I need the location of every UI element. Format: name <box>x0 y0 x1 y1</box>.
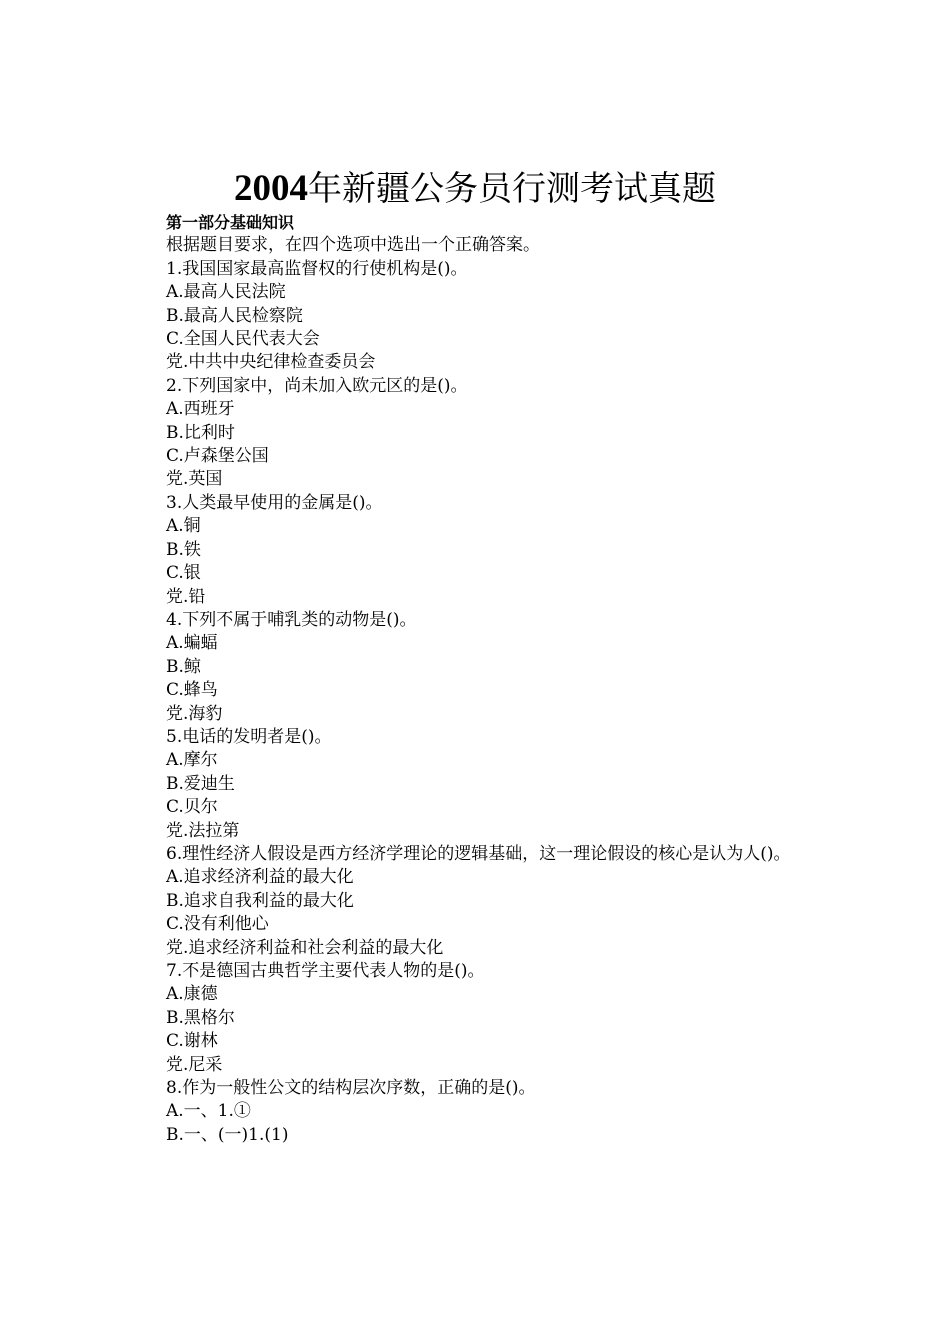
question-3-option-a: A.铜 <box>166 516 201 537</box>
question-1-option-b: B.最高人民检察院 <box>166 305 303 326</box>
question-4-stem: 4.下列不属于哺乳类的动物是()。 <box>166 609 417 630</box>
question-2-option-c: C.卢森堡公国 <box>166 446 269 467</box>
question-5-option-a: A.摩尔 <box>166 750 218 771</box>
question-5-option-c: C.贝尔 <box>166 797 218 818</box>
question-8-stem: 8.作为一般性公文的结构层次序数，正确的是()。 <box>166 1078 536 1099</box>
question-6-stem: 6.理性经济人假设是西方经济学理论的逻辑基础，这一理论假设的核心是认为人()。 <box>166 843 791 864</box>
question-7-option-c: C.谢林 <box>166 1031 218 1052</box>
document-title <box>0 166 950 212</box>
question-5-option-b: B.爱迪生 <box>166 773 235 794</box>
question-7-option-a: A.康德 <box>166 984 218 1005</box>
question-3-option-b: B.铁 <box>166 539 201 560</box>
question-3-stem: 3.人类最早使用的金属是()。 <box>166 492 383 513</box>
question-8-option-b: B.一、(一)1.(1) <box>166 1124 289 1145</box>
question-7-option-d: 党.尼采 <box>166 1054 223 1075</box>
question-2-option-d: 党.英国 <box>166 469 223 490</box>
title-text: 年新疆公务员行测考试真题 <box>308 169 716 209</box>
question-3-option-c: C.银 <box>166 563 201 584</box>
question-2-stem: 2.下列国家中，尚未加入欧元区的是()。 <box>166 375 468 396</box>
question-4-option-b: B.鲸 <box>166 656 201 677</box>
section-heading: 第一部分基础知识 <box>166 213 295 232</box>
question-1-option-d: 党.中共中央纪律检查委员会 <box>166 352 376 373</box>
title-year: 2004 <box>234 168 308 209</box>
question-1-option-c: C.全国人民代表大会 <box>166 329 320 350</box>
question-1-option-a: A.最高人民法院 <box>166 282 286 303</box>
question-5-stem: 5.电话的发明者是()。 <box>166 726 332 747</box>
instruction-text: 根据题目要求，在四个选项中选出一个正确答案。 <box>166 235 540 256</box>
question-7-stem: 7.不是德国古典哲学主要代表人物的是()。 <box>166 961 485 981</box>
question-3-option-d: 党.铅 <box>166 586 206 607</box>
question-6-option-c: C.没有利他心 <box>166 914 269 935</box>
question-4-option-d: 党.海豹 <box>166 703 223 724</box>
question-4-option-a: A.蝙蝠 <box>166 633 218 654</box>
question-5-option-d: 党.法拉第 <box>166 820 240 841</box>
question-6-option-d: 党.追求经济利益和社会利益的最大化 <box>166 937 444 958</box>
question-8-option-a: A.一、1.① <box>166 1101 251 1122</box>
question-7-option-b: B.黑格尔 <box>166 1007 235 1028</box>
question-2-option-a: A.西班牙 <box>166 399 235 420</box>
question-6-option-a: A.追求经济利益的最大化 <box>166 867 354 888</box>
question-1-stem: 1.我国国家最高监督权的行使机构是()。 <box>166 258 468 279</box>
question-6-option-b: B.追求自我利益的最大化 <box>166 890 354 911</box>
question-4-option-c: C.蜂鸟 <box>166 680 218 701</box>
question-2-option-b: B.比利时 <box>166 422 235 443</box>
document-body <box>118 211 838 1147</box>
